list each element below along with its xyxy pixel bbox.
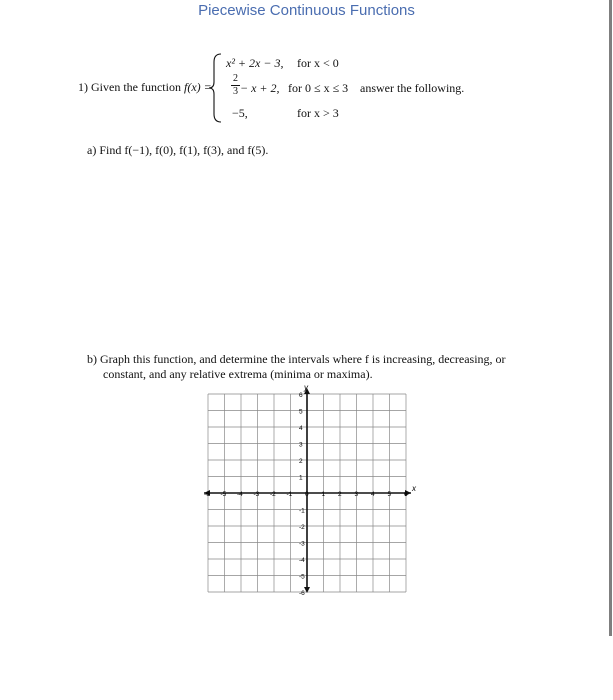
x-tick-label: -4 <box>237 491 243 498</box>
x-tick-label: 5 <box>387 491 392 498</box>
case-2-expression-text: − x + 2, <box>240 81 280 95</box>
x-tick-label: -1 <box>286 491 293 498</box>
y-tick-label: -4 <box>299 557 305 564</box>
y-tick-label: -1 <box>299 507 305 515</box>
fraction-numerator: 2 <box>233 73 238 84</box>
question-1-label <box>78 80 212 95</box>
y-axis-label: y <box>304 383 308 392</box>
case-3-condition: for x > 3 <box>297 106 339 120</box>
x-tick-label: 4 <box>371 491 375 498</box>
case-2-expression <box>226 81 280 96</box>
function-name: f(x) = <box>183 80 212 94</box>
y-tick-label: 2 <box>299 458 303 465</box>
y-tick-label: -6 <box>299 590 305 597</box>
x-tick-label: 6 <box>404 491 408 498</box>
part-b-line-2: constant, and any relative extrema (minima or maxima). <box>103 367 373 381</box>
question-1-text: 1) Given the function <box>78 80 181 94</box>
x-axis-label: x <box>412 484 416 493</box>
page-edge <box>609 0 612 636</box>
page-title: Piecewise Continuous Functions <box>198 2 415 19</box>
case-1-condition: for x < 0 <box>297 56 339 70</box>
coordinate-grid <box>200 383 416 597</box>
x-tick-label: -5 <box>220 491 227 498</box>
case-1-expression: x² + 2x − 3, <box>226 56 284 70</box>
y-tick-label: 5 <box>299 408 303 416</box>
part-a-text: a) Find f(−1), f(0), f(1), f(3), and f(5). <box>87 143 269 157</box>
y-tick-label: -5 <box>299 573 305 581</box>
piecewise-brace <box>207 52 225 124</box>
x-tick-label: -6 <box>204 491 210 498</box>
fraction-denominator: 3 <box>233 86 238 97</box>
y-tick-label: 3 <box>299 441 303 449</box>
y-tick-label: 4 <box>299 425 303 432</box>
x-tick-label: -2 <box>270 491 276 498</box>
case-3-expression: −5, <box>232 106 248 120</box>
part-b-line-1: b) Graph this function, and determine the intervals where f is increasing, decreasing, or <box>87 352 506 366</box>
x-tick-label: -3 <box>253 491 260 498</box>
y-tick-label: -2 <box>299 524 305 531</box>
y-tick-label: 6 <box>299 392 303 399</box>
x-tick-label: 0 <box>305 491 309 498</box>
x-tick-label: 2 <box>338 491 342 498</box>
x-tick-label: 3 <box>354 491 359 498</box>
y-tick-label: -3 <box>299 540 305 548</box>
y-tick-label: 1 <box>299 474 303 482</box>
answer-instruction: answer the following. <box>360 81 465 95</box>
x-tick-label: 1 <box>321 491 326 498</box>
case-2-condition: for 0 ≤ x ≤ 3 <box>288 81 349 95</box>
tick-labels <box>204 392 408 597</box>
